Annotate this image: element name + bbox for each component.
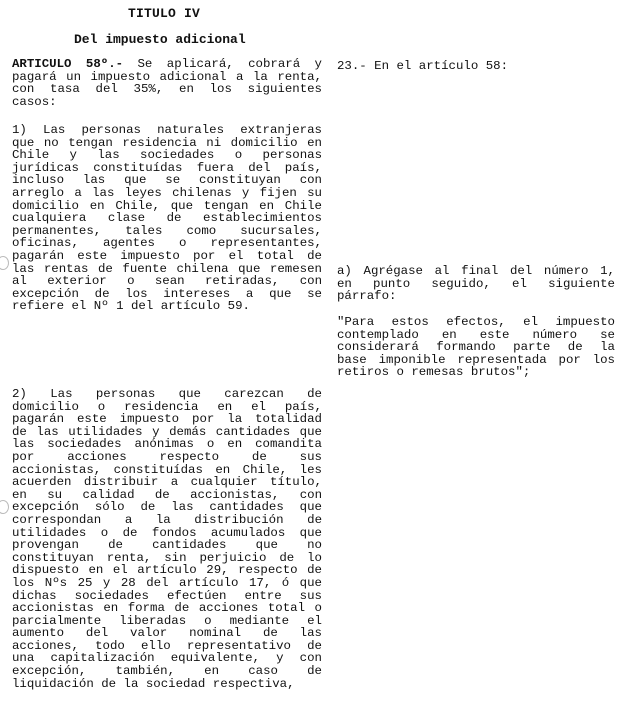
text-line: pagará un impuesto adicional a la renta, [12, 69, 322, 84]
punch-hole-mark [0, 500, 9, 514]
text-line: con tasa del 35%, en los siguientes [12, 82, 322, 97]
text-line: 23.- En el artículo 58: [337, 59, 509, 73]
text-line: las rentas de fuente chilena que remesen [12, 261, 322, 276]
text-line: al exterior o sean retiradas, con [12, 274, 322, 289]
text-line: contemplado en este número se [337, 327, 615, 342]
text-line: base imponible representada por los [337, 352, 615, 367]
subtitle-heading: Del impuesto adicional [74, 32, 246, 47]
text-line: las sociedades anónimas o en comandita [12, 437, 322, 452]
text-line: accionistas en forma de acciones total o [12, 601, 322, 616]
text-line: considerará formando parte de la [337, 340, 615, 355]
text-line: una capitalización equivalente, y con [12, 651, 322, 666]
text-line: en su calidad de accionistas, con [12, 487, 322, 502]
article-58-intro [12, 58, 322, 108]
text-line: dispuesto en el artículo 29, respecto de [12, 563, 322, 578]
text-line: excepción de los intereses a que se [12, 286, 322, 301]
text-line: cualquiera clase de establecimientos [12, 211, 322, 226]
article-58-first-line [12, 58, 322, 71]
text-line: refiere el Nº 1 del artículo 59. [12, 299, 250, 314]
text-line: correspondan a la distribución de [12, 512, 322, 527]
quoted-paragraph [337, 316, 615, 379]
text-line: 2) Las personas que carezcan de [12, 387, 322, 401]
text-line: retiros o remesas brutos"; [337, 365, 531, 380]
article-58-first-text: Se aplicará, cobrará y [123, 57, 322, 71]
text-line: acciones, todo ello representativo de [12, 638, 322, 653]
text-line: domicilio en Chile, que tengan en Chile [12, 198, 322, 213]
punch-hole-mark [0, 256, 9, 270]
text-line: los Nºs 25 y 28 del artículo 17, ó que [12, 575, 322, 590]
item-23-heading [337, 60, 615, 73]
text-line: jurídicas constituídas fuera del país, [12, 160, 322, 175]
paragraph-1 [12, 124, 322, 313]
text-line: acuerden distribuir a cualquier título, [12, 475, 322, 490]
text-line: pagarán este impuesto por la totalidad [12, 412, 322, 427]
text-line: arreglo a las leyes chilenas y fijen su [12, 185, 322, 200]
text-line: por acciones respecto de sus [12, 449, 322, 464]
paragraph-2 [12, 388, 322, 690]
text-line: casos: [12, 94, 57, 109]
text-line: pagarán este impuesto por el total de [12, 248, 322, 263]
text-line: aumento del valor nominal de las [12, 626, 322, 641]
text-line: "Para estos efectos, el impuesto [337, 315, 615, 329]
text-line: accionistas, constituídas en Chile, les [12, 462, 322, 477]
title-heading: TITULO IV [128, 6, 201, 21]
text-line: constituyan renta, sin perjuicio de lo [12, 550, 322, 565]
text-line: que no tengan residencia ni domicilio en [12, 135, 322, 150]
text-line: excepción sólo de las cantidades que [12, 500, 322, 515]
text-line: dichas sociedades efectúen entre sus [12, 588, 322, 603]
text-line: Chile y las sociedades o personas [12, 148, 322, 163]
text-line: parcialmente liberadas o mediante el [12, 613, 322, 628]
text-line: excepción, también, en caso de [12, 664, 322, 679]
article-58-label: ARTICULO 58º.- [12, 57, 124, 71]
text-line: provengan de cantidades que no [12, 538, 322, 553]
text-line: 1) Las personas naturales extranjeras [12, 123, 322, 137]
item-a-amendment [337, 265, 615, 303]
text-line: a) Agrégase al final del número 1, [337, 264, 615, 278]
text-line: de las utilidades y demás cantidades que [12, 424, 322, 439]
text-line: párrafo: [337, 289, 397, 304]
text-line: utilidades o de fondos acumulados que [12, 525, 322, 540]
text-line: incluso las que se constituyan con [12, 173, 322, 188]
text-line: liquidación de la sociedad respectiva, [12, 676, 295, 691]
text-line: en punto seguido, el siguiente [337, 276, 615, 291]
text-line: oficinas, agentes o representantes, [12, 236, 322, 251]
text-line: domicilio o residencia en el país, [12, 399, 322, 414]
text-line: permanentes, tales como sucursales, [12, 223, 322, 238]
